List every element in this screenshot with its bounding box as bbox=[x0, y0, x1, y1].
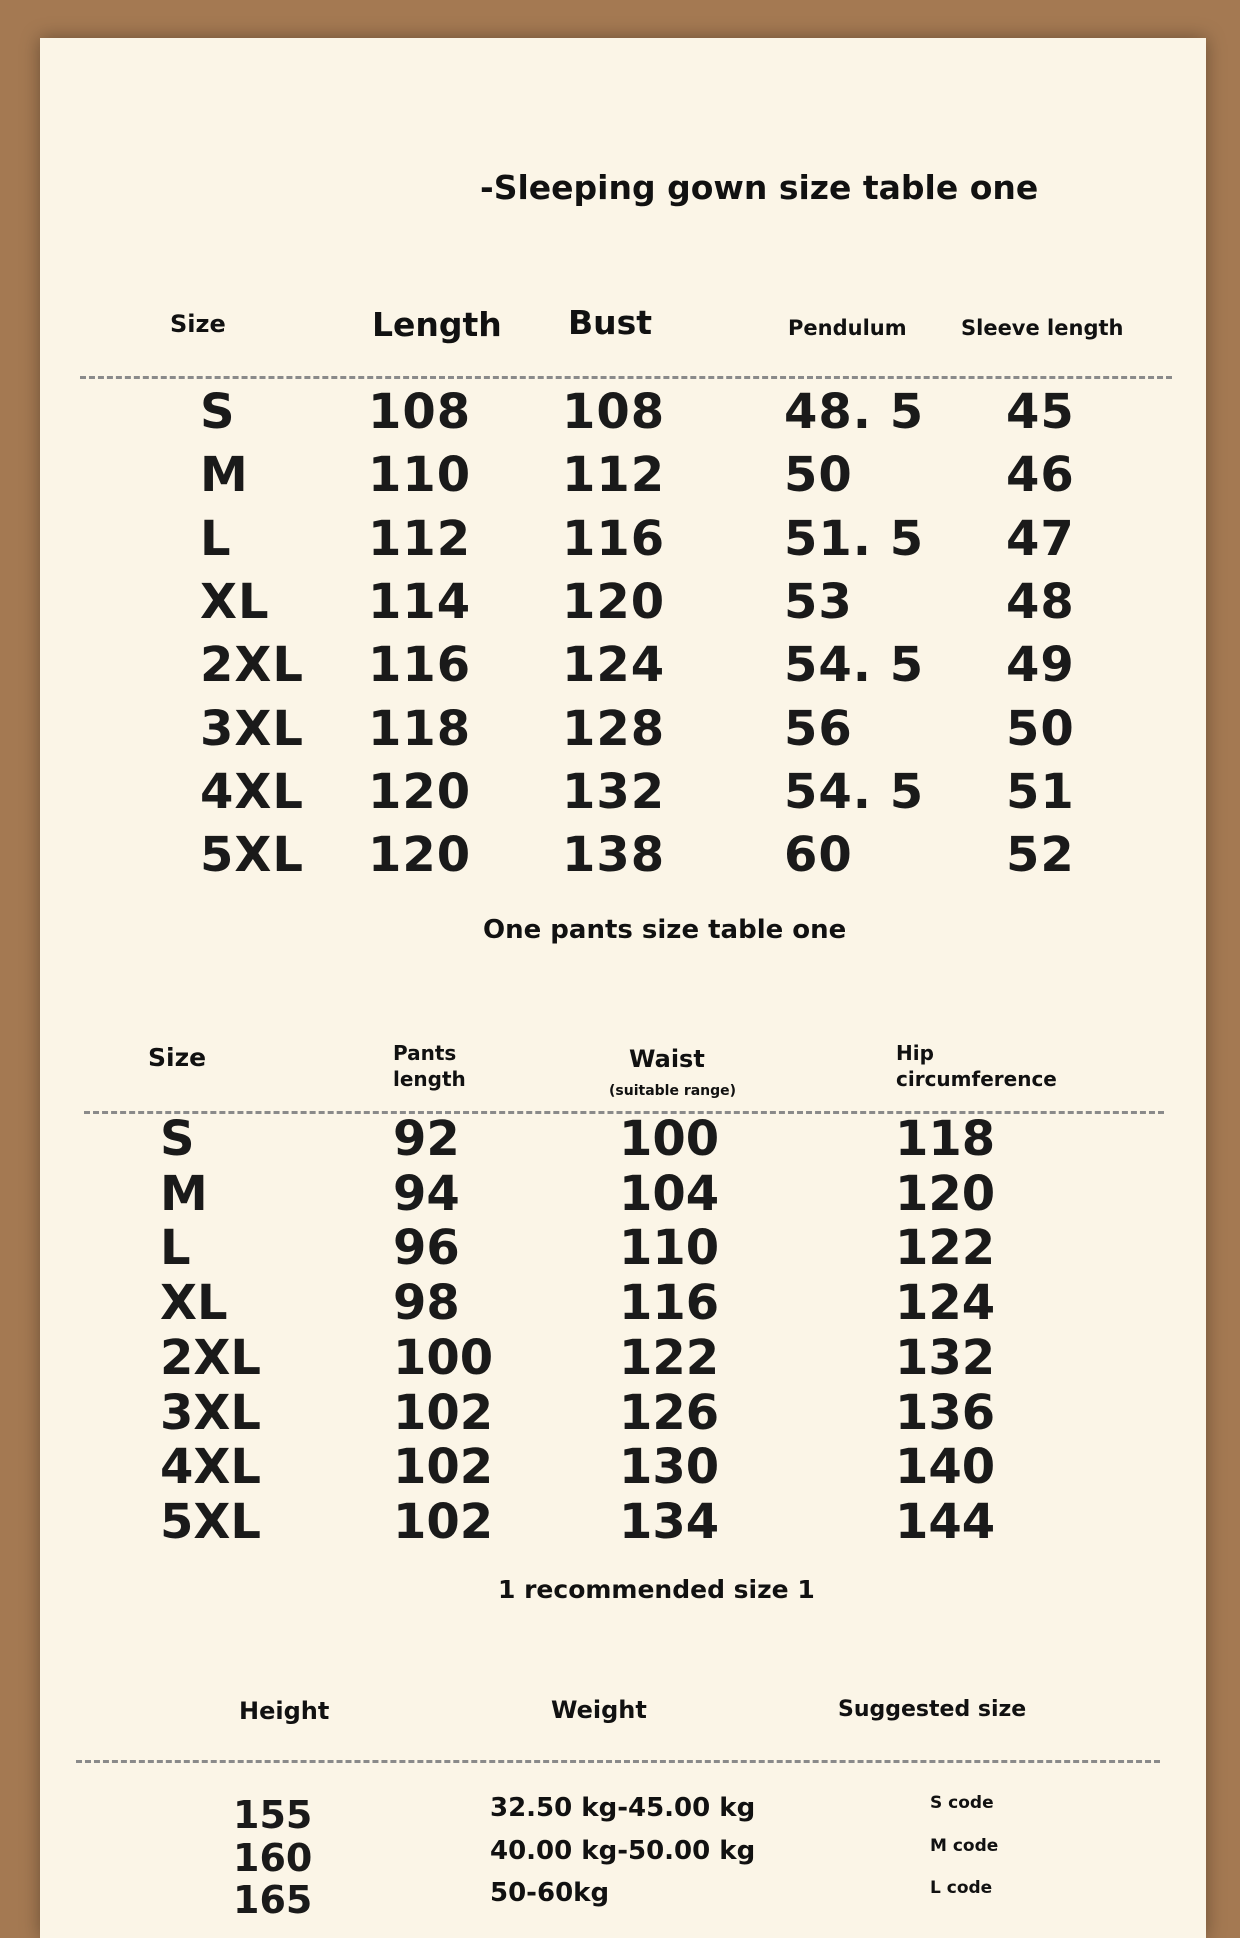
recommend-header-height: Height bbox=[239, 1697, 330, 1725]
pants-table-cell: 136 bbox=[895, 1384, 996, 1441]
pants-table-cell: 5XL bbox=[160, 1493, 261, 1550]
gown-table-cell: 48 bbox=[1006, 573, 1075, 630]
gown-table-cell: L bbox=[200, 510, 232, 567]
recommend-table-cell: S code bbox=[930, 1793, 994, 1813]
pants-table-cell: 140 bbox=[895, 1439, 996, 1496]
gown-table-cell: 116 bbox=[562, 510, 666, 567]
gown-table-cell: 108 bbox=[562, 384, 666, 440]
pants-table-cell: 3XL bbox=[160, 1384, 261, 1441]
pants-table-cell: 120 bbox=[895, 1165, 996, 1222]
gown-table-cell: 112 bbox=[368, 510, 472, 567]
gown-table-cell: 60 bbox=[784, 827, 853, 884]
gown-table-cell: 50 bbox=[784, 447, 853, 504]
recommend-table-cell: 32.50 kg-45.00 kg bbox=[490, 1793, 756, 1823]
gown-table-cell: 52 bbox=[1006, 827, 1075, 884]
gown-table-cell: S bbox=[200, 384, 236, 440]
gown-table-cell: 116 bbox=[368, 637, 472, 694]
gown-table-cell: 132 bbox=[562, 763, 666, 820]
gown-table-cell: 2XL bbox=[200, 637, 304, 694]
gown-table-cell: 48. 5 bbox=[784, 384, 925, 440]
gown-table-cell: 51 bbox=[1006, 763, 1075, 820]
gown-table-cell: 54. 5 bbox=[784, 763, 925, 820]
recommend-divider bbox=[76, 1760, 1160, 1763]
gown-table-cell: 114 bbox=[368, 573, 472, 630]
pants-table-cell: 94 bbox=[393, 1165, 460, 1222]
gown-table-cell: 53 bbox=[784, 573, 853, 630]
recommend-table-cell: 155 bbox=[233, 1793, 313, 1837]
pants-header-waist: Waist bbox=[629, 1045, 705, 1073]
gown-table-title: -Sleeping gown size table one bbox=[480, 168, 1039, 207]
pants-header-hip-line2: circumference bbox=[896, 1067, 1057, 1091]
pants-table-cell: 100 bbox=[619, 1111, 720, 1167]
pants-table-cell: L bbox=[160, 1220, 191, 1277]
recommend-header-weight: Weight bbox=[551, 1696, 647, 1724]
pants-table-cell: M bbox=[160, 1165, 208, 1222]
pants-table-cell: 122 bbox=[619, 1329, 720, 1386]
pants-table-cell: S bbox=[160, 1111, 195, 1167]
gown-table-cell: 46 bbox=[1006, 447, 1075, 504]
pants-header-pants-line1: Pants bbox=[393, 1041, 457, 1065]
gown-header-pendulum: Pendulum bbox=[788, 316, 907, 340]
gown-table-cell: 4XL bbox=[200, 763, 304, 820]
pants-table-cell: 102 bbox=[393, 1493, 494, 1550]
recommend-header-suggested: Suggested size bbox=[838, 1697, 1027, 1722]
gown-table-cell: 51. 5 bbox=[784, 510, 925, 567]
pants-table-cell: 134 bbox=[619, 1493, 720, 1550]
gown-table-cell: 110 bbox=[368, 447, 472, 504]
gown-table-cell: M bbox=[200, 447, 249, 504]
gown-table-cell: 47 bbox=[1006, 510, 1075, 567]
pants-table-cell: 2XL bbox=[160, 1329, 261, 1386]
gown-table-cell: 45 bbox=[1006, 384, 1075, 440]
gown-table-cell: 5XL bbox=[200, 827, 304, 884]
pants-header-waist-note: (suitable range) bbox=[609, 1083, 737, 1099]
pants-table-cell: 102 bbox=[393, 1384, 494, 1441]
gown-table-cell: 49 bbox=[1006, 637, 1075, 694]
pants-table-cell: 4XL bbox=[160, 1439, 261, 1496]
gown-table-cell: 118 bbox=[368, 700, 472, 757]
pants-table-cell: 124 bbox=[895, 1275, 996, 1332]
pants-table-cell: 92 bbox=[393, 1111, 460, 1167]
pants-table-cell: 98 bbox=[393, 1275, 460, 1332]
recommend-table-cell: L code bbox=[930, 1878, 993, 1898]
pants-table-cell: 126 bbox=[619, 1384, 720, 1441]
recommend-table-cell: 40.00 kg-50.00 kg bbox=[490, 1836, 756, 1866]
gown-header-bust: Bust bbox=[568, 303, 653, 342]
gown-table-cell: 50 bbox=[1006, 700, 1075, 757]
pants-table-cell: 130 bbox=[619, 1439, 720, 1496]
pants-table-cell: 96 bbox=[393, 1220, 460, 1277]
gown-table-cell: XL bbox=[200, 573, 270, 630]
gown-table-cell: 112 bbox=[562, 447, 666, 504]
pants-table-cell: 116 bbox=[619, 1275, 720, 1332]
gown-table-cell: 128 bbox=[562, 700, 666, 757]
pants-table-cell: 118 bbox=[895, 1111, 996, 1167]
gown-table-cell: 124 bbox=[562, 637, 666, 694]
gown-header-size: Size bbox=[170, 310, 226, 338]
gown-header-sleeve: Sleeve length bbox=[961, 316, 1124, 340]
recommend-table-cell: 160 bbox=[233, 1836, 313, 1880]
recommend-table-cell: M code bbox=[930, 1836, 999, 1856]
pants-table-cell: 100 bbox=[393, 1329, 494, 1386]
pants-table-cell: XL bbox=[160, 1275, 228, 1332]
pants-table-cell: 144 bbox=[895, 1493, 996, 1550]
recommend-table-cell: 50-60kg bbox=[490, 1878, 610, 1908]
gown-table-cell: 108 bbox=[368, 384, 472, 440]
pants-table-cell: 132 bbox=[895, 1329, 996, 1386]
gown-divider bbox=[80, 376, 1172, 379]
gown-table-cell: 120 bbox=[368, 827, 472, 884]
gown-table-cell: 120 bbox=[368, 763, 472, 820]
pants-header-size: Size bbox=[148, 1043, 207, 1072]
pants-table-title: One pants size table one bbox=[483, 915, 847, 945]
gown-table-cell: 120 bbox=[562, 573, 666, 630]
pants-table-cell: 102 bbox=[393, 1439, 494, 1496]
pants-table-cell: 110 bbox=[619, 1220, 720, 1277]
pants-header-pants-line2: length bbox=[393, 1067, 466, 1091]
gown-table-cell: 3XL bbox=[200, 700, 304, 757]
recommend-table-title: 1 recommended size 1 bbox=[498, 1575, 815, 1604]
pants-table-cell: 122 bbox=[895, 1220, 996, 1277]
recommend-table-cell: 165 bbox=[233, 1878, 313, 1922]
gown-table-cell: 56 bbox=[784, 700, 853, 757]
gown-table-cell: 138 bbox=[562, 827, 666, 884]
gown-header-length: Length bbox=[372, 305, 502, 344]
pants-table-cell: 104 bbox=[619, 1165, 720, 1222]
pants-header-hip-line1: Hip bbox=[896, 1041, 934, 1065]
gown-table-cell: 54. 5 bbox=[784, 637, 925, 694]
